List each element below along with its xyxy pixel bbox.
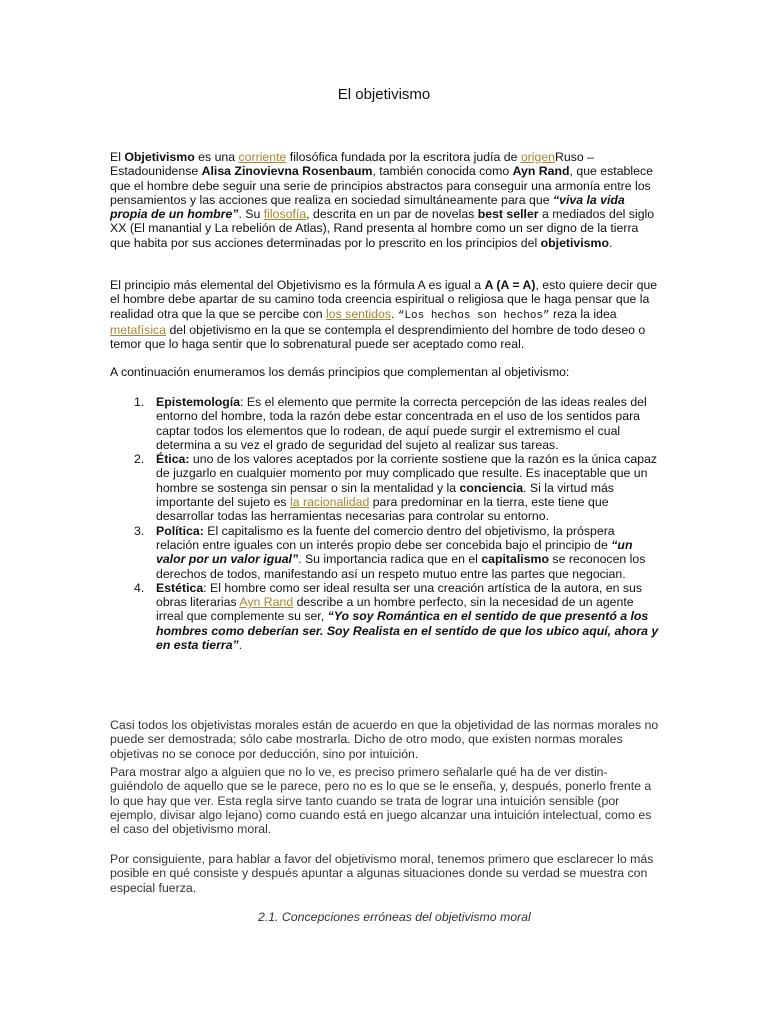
quote-mono: “Los hechos son hechos” (397, 309, 550, 322)
text: , esto quiere decir que el hombre debe apartar de su camino toda creencia espiritual o religiosa que le haga pensar que la realidad otra que la que se percibe con (110, 278, 658, 321)
text: describe a un hombre perfecto, sin la necesidad de un agente irreal que complemente su ser, (156, 595, 634, 624)
text: El principio más elemental del Objetivismo es la fórmula A es igual a (110, 278, 485, 292)
bold-term: objetivismo (540, 235, 609, 250)
bold-term: Política: (156, 523, 204, 538)
text: El capitalismo es la fuente del comercio dentro del objetivismo, la próspera relación entre iguales con un interés propio debe ser concebida bajo el principio de (156, 523, 615, 552)
list-item (110, 452, 660, 523)
text: . Su importancia radica que en el (298, 552, 482, 567)
paragraph-intro (110, 150, 660, 250)
bold-term: A (A = A) (484, 278, 536, 292)
bold-term: conciencia (459, 480, 524, 495)
text: reza la idea (549, 306, 617, 321)
text: : El hombre como ser ideal resulta ser una creación artística de la autora, en sus obras literarias (156, 580, 642, 610)
list-item (110, 524, 660, 581)
text: , descrita en un par de novelas (306, 207, 478, 222)
link-la-racionalidad[interactable]: la racionalidad (289, 495, 370, 510)
paragraph-consiguiente: Por consiguiente, para hablar a favor del objetivismo moral, tenemos primero que esclarecer lo más posible en qué consiste y después apuntar a algunas situaciones donde su verdad se muestra con especial fuerza. (110, 852, 654, 895)
link-metafisica[interactable]: metafísica (110, 322, 167, 337)
list-number: 2. (134, 452, 145, 467)
text: El (110, 150, 125, 164)
bold-term: capitalismo (481, 552, 549, 567)
link-ayn-rand[interactable]: Ayn Rand (239, 595, 294, 610)
link-origen[interactable]: origen (520, 150, 556, 164)
quote: “un valor por un valor igual” (156, 537, 633, 567)
list-item (110, 395, 660, 452)
paragraph-mostrar: Para mostrar algo a alguien que no lo ve, es preciso primero señalarle qué ha de ver distin-guiéndolo de aquello que se le parece, pero no es lo que se le enseña, y, después, ponerlo frente a lo que hay que ver. Esta regla sirve tanto cuando se trata de lograr una intuición sensible (por ejemplo, divisar algo lejano) como cuando está en juego alcanzar una intuición intelectual, como es el caso del objetivismo moral. (110, 765, 652, 837)
document-title: El objetivismo (337, 86, 431, 103)
list-number: 3. (134, 523, 145, 538)
link-corriente[interactable]: corriente (238, 150, 287, 164)
paragraph-objetivistas: Casi todos los objetivistas morales están de acuerdo en que la objetividad de las normas morales no puede ser demostrada; sólo cabe mostrarla. Dicho de otro modo, que existen normas morales objetivas no se conoce por deducción, sino por intuición. (110, 718, 659, 761)
bold-term: Alisa Zinovievna Rosenbaum (201, 164, 373, 179)
bold-term: Ética: (156, 452, 190, 467)
text: se reconocen los derechos de todos, manifestando así un respeto mutuo entre las partes que negocian. (156, 552, 646, 581)
text: del objetivismo en la que se contempla el desprendimiento del hombre de todo deseo o temor que lo haga sentir que lo sobrenatural puede ser aceptado como real. (110, 322, 646, 352)
text: : Es el elemento que permite la correcta percepción de las ideas reales del entorno del hombre, toda la razón debe estar concentrada en el uso de los sentidos para captar todos los elementos que lo rodean, de aquí puede surgir el extremismo el cual determina a su vez el grado de seguridad del sujeto al realizar sus tareas. (156, 395, 647, 452)
paragraph-list-intro: A continuación enumeramos los demás principios que complementan al objetivismo: (110, 365, 570, 379)
paragraph-principle (110, 278, 660, 351)
text: , también conocida como (372, 164, 513, 179)
section-subheading: 2.1. Concepciones erróneas del objetivismo moral (258, 910, 531, 924)
text: a mediados del siglo XX (El manantial y La rebelión de Atlas), Rand presenta al hombre como un ser digno de la tierra que habita por sus acciones determinadas por lo prescrito en los principios del (110, 207, 655, 250)
link-filosofia[interactable]: filosofía (263, 207, 307, 222)
list-number: 1. (134, 395, 145, 409)
link-los-sentidos[interactable]: los sentidos (326, 306, 391, 321)
text: , que establece que el hombre debe seguir una serie de principios abstractos para conseguir una armonía entre los pensamientos y las acciones que realiza en sociedad simultáneamente para que (110, 164, 653, 207)
principles-list (110, 395, 660, 652)
text: . (238, 638, 243, 653)
text: para predominar en la tierra, este tiene que desarrollar todas las herramientas necesarias para controlar su entorno. (156, 495, 609, 524)
text: . Su (238, 207, 264, 222)
text: Ruso – Estadounidense (110, 150, 594, 179)
bold-term: Objetivismo (124, 150, 195, 164)
text: es una (194, 150, 239, 164)
bold-term: best seller (477, 207, 539, 222)
text: filosófica fundada por la escritora judía de (286, 150, 521, 164)
bold-term: Epistemología (156, 395, 241, 409)
bold-term: Estética (156, 580, 204, 595)
text: . (608, 235, 613, 250)
bold-term: Ayn Rand (512, 164, 570, 179)
text: . (390, 306, 398, 321)
quote: “viva la vida propia de un hombre” (110, 192, 625, 222)
quote: “Yo soy Romántica en el sentido de que presentó a los hombres como deberían ser. Soy Realista en el sentido de que los ubico aquí, ahora y en esta tierra” (156, 609, 659, 653)
text: uno de los valores aceptados por la corriente sostiene que la razón es la única capaz de juzgarlo en cualquier momento por muy complicado que resulte. Es inaceptable que un hombre se sostenga sin pensar o sin la mentalidad y la (156, 452, 658, 495)
list-number: 4. (134, 580, 145, 595)
list-item (110, 581, 660, 652)
text: . Si la virtud más importante del sujeto es (156, 480, 614, 510)
